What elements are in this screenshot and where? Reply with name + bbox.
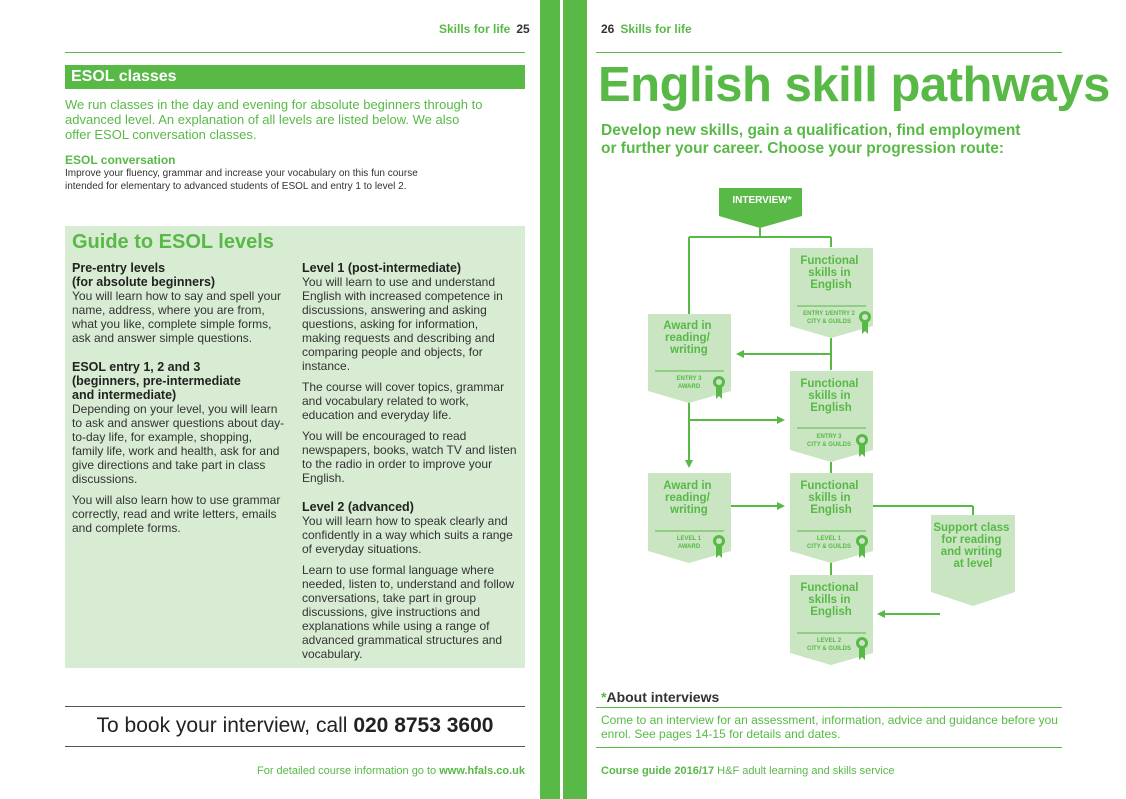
fs-level1-qual-1: LEVEL 1 <box>816 536 842 542</box>
support-class-node <box>931 515 1015 606</box>
right-running-head-title: Skills for life <box>620 22 692 36</box>
entry-heading-3: and intermediate) <box>72 388 177 402</box>
website-link[interactable]: www.hfals.co.uk <box>439 765 525 777</box>
fs-level2-qual-1: LEVEL 2 <box>816 638 842 644</box>
pre-entry-heading-1: Pre-entry levels <box>72 261 166 275</box>
fs-entry3-qual-2: CITY & GUILDS <box>807 442 851 448</box>
award-level1-qual-1: LEVEL 1 <box>676 536 702 542</box>
fs-entry12-title-2: skills in <box>808 267 851 279</box>
award-entry3-title-3: writing <box>670 344 708 356</box>
award-entry3-title-2: reading/ <box>665 332 710 344</box>
fs-level2-title-3: English <box>810 606 852 618</box>
fs-entry3-title-3: English <box>810 402 852 414</box>
award-entry3-title-1: Award in <box>663 320 712 332</box>
esol-conversation-heading: ESOL conversation <box>65 153 176 167</box>
support-class-title-3: and writing <box>940 546 1003 558</box>
about-star: * <box>601 689 607 705</box>
award-entry3-node <box>648 314 731 403</box>
fs-level1-title-3: English <box>810 504 852 516</box>
fs-entry3-node <box>790 371 873 462</box>
fs-entry12-qual-1: ENTRY 1/ENTRY 2 <box>803 311 855 317</box>
esol-classes-heading: ESOL classes <box>65 65 525 89</box>
interview-label: INTERVIEW* <box>732 195 792 206</box>
entry-heading-2: (beginners, pre-intermediate <box>72 374 241 388</box>
left-page-number: 25 <box>516 22 530 36</box>
fs-level1-node <box>790 473 873 563</box>
fs-entry3-title-1: Functional <box>800 378 859 390</box>
level1-body-2: The course will cover topics, grammar and vocabulary related to work, education and everyday life. <box>302 380 505 422</box>
fs-entry12-title-1: Functional <box>800 255 859 267</box>
fs-level2-title-2: skills in <box>808 594 851 606</box>
booking-phone[interactable]: 020 8753 3600 <box>353 714 494 737</box>
fs-level1-title-2: skills in <box>808 492 851 504</box>
award-level1-qual-2: AWARD <box>677 544 701 550</box>
service-label: H&F adult learning and skills service <box>717 765 895 777</box>
fs-entry3-qual-1: ENTRY 3 <box>816 434 842 440</box>
booking-prefix: To book your interview, call <box>96 714 348 737</box>
pre-entry-heading-2: (for absolute beginners) <box>72 275 216 289</box>
award-level1-title-3: writing <box>670 504 708 516</box>
award-level1-title-1: Award in <box>663 480 712 492</box>
level1-body-1: You will learn to use and understand English with increased competence in discussions, answering and asking questions, asking for information, making requests and describing and comparing people and objects, for instance. <box>302 275 503 373</box>
entry-body-2: You will also learn how to use grammar correctly, read and write letters, emails and complete forms. <box>72 493 281 535</box>
award-level1-title <box>663 480 715 516</box>
level1-body-3: You will be encouraged to read newspapers, books, watch TV and listen to the radio in order to improve your English. <box>302 429 517 485</box>
entry-body-1: Depending on your level, you will learn to ask and answer questions about day-to-day life, for example, shopping, family life, work and health, ask for and give directions and take part in class discussions. <box>72 402 285 486</box>
page-subtitle: Develop new skills, gain a qualification, find employment or further your career. Choose your progression route: <box>601 122 1021 157</box>
support-class-title-1: Support class <box>933 522 1010 534</box>
fs-level2-node <box>790 575 873 665</box>
fs-level1-qual-2: CITY & GUILDS <box>807 544 851 550</box>
award-level1-title-2: reading/ <box>665 492 710 504</box>
award-entry3-title <box>663 320 715 356</box>
guide-title: Guide to ESOL levels <box>72 231 274 253</box>
page-title: English skill pathways <box>598 58 1110 112</box>
level2-body-1: You will learn how to speak clearly and confidently in a way which suits a range of everyday situations. <box>302 514 513 556</box>
fs-level2-title-1: Functional <box>800 582 859 594</box>
fs-entry3-title-2: skills in <box>808 390 851 402</box>
pre-entry-body: You will learn how to say and spell your name, address, where you are from, what you like, complete simple forms, ask and answer simple questions. <box>72 289 282 345</box>
fs-level1-title-1: Functional <box>800 480 859 492</box>
fs-level2-qual-2: CITY & GUILDS <box>807 646 851 652</box>
fs-entry12-qual-2: CITY & GUILDS <box>807 319 851 325</box>
about-rule-top <box>596 707 1062 708</box>
award-entry3-qual-1: ENTRY 3 <box>676 376 702 382</box>
course-guide-label: Course guide 2016/17 <box>601 765 715 777</box>
esol-conversation-body: Improve your fluency, grammar and increase your vocabulary on this fun course intended for elementary to advanced students of ESOL and entry 1 to level 2. <box>65 168 418 192</box>
about-interviews-heading <box>601 689 719 705</box>
interview-node <box>719 188 802 228</box>
award-level1-node <box>648 473 731 563</box>
right-footer <box>601 765 894 777</box>
left-footer-text: For detailed course information go to <box>257 765 437 777</box>
fs-entry12-node <box>790 248 873 338</box>
fs-entry12-title-3: English <box>810 279 852 291</box>
support-class-title-4: at level <box>953 558 993 570</box>
esol-intro: We run classes in the day and evening for absolute beginners through to advanced level. An explanation of all levels are listed below. We also offer ESOL conversation classes. <box>65 97 483 142</box>
level2-heading: Level 2 (advanced) <box>302 500 414 514</box>
about-heading-text: About interviews <box>606 689 720 705</box>
right-page-number: 26 <box>601 22 615 36</box>
level2-body-2: Learn to use formal language where needed, listen to, understand and follow conversations, take part in group discussions, give instructions and explanations while using a range of advanced grammatical structures and vocabulary. <box>302 563 515 661</box>
entry-heading-1: ESOL entry 1, 2 and 3 <box>72 360 201 374</box>
award-entry3-qual-2: AWARD <box>677 384 701 390</box>
about-interviews-body: Come to an interview for an assessment, information, advice and guidance before you enrol. See pages 14-15 for details and dates. <box>601 713 1058 741</box>
support-class-title-2: for reading <box>941 534 1002 546</box>
about-rule-bottom <box>596 747 1062 748</box>
left-running-head-title: Skills for life <box>439 22 511 36</box>
level1-heading: Level 1 (post-intermediate) <box>302 261 462 275</box>
